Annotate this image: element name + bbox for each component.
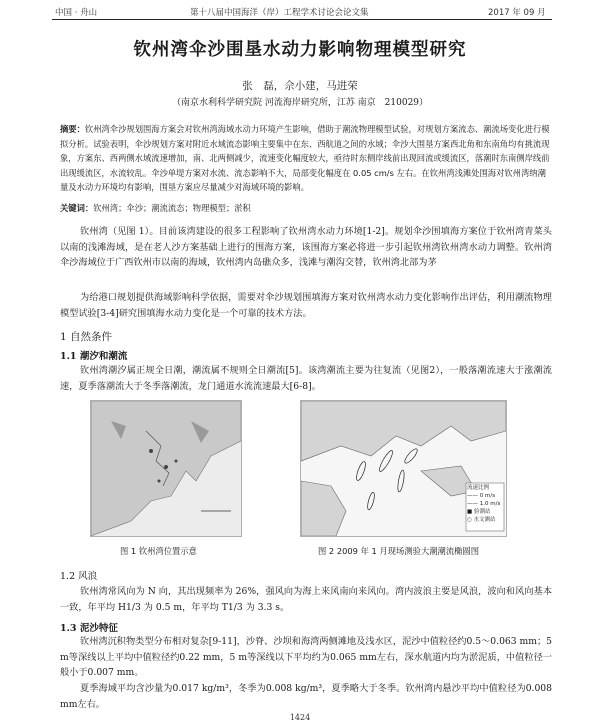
sediment-paragraph-1: 钦州湾沉积物类型分布相对复杂[9-11]，沙脊、沙坝和海湾两侧滩地及浅水区，泥沙中值粒径约0.5～0.063 mm；5 m等深线以上平均中值粒径约0.22 mm，5 m等深线以下平均约为0.065 mm左右，深水航道内均为淤泥质，中值粒径一般小于0.007 mm。 xyxy=(60,636,552,678)
abstract-text: 钦州湾伞沙规划围海方案会对钦州湾海域水动力环境产生影响，借助于潮流物理模型试验，对规划方案流态、潮流场变化进行模拟分析。试验表明，伞沙规划方案对附近水域流态影响主要集中在东、西航道之间的水域；伞沙大围垦方案西北角和东南角均有挑流现象，方案东、西两侧水域流速增加，南、北两侧减少，流速变化幅度较大，亟待时东侧岸线前出现回流或缓流区，落潮时东南侧岸线前出现缓流区，水流较乱。伞沙单堤方案对水流、流态影响不大，局部变化幅度在 0.05 cm/s 左右。在钦州湾浅滩处围海对钦州湾纳潮量及水动力环境均有影响，围垦方案应尽量减少对海域环境的影响。 xyxy=(60,124,550,192)
tide-paragraph: 钦州湾潮汐属正规全日潮，潮流属不规则全日潮流[5]。该湾潮流主要为往复流（见图2），一般落潮流速大于涨潮流速，夏季落潮流大于冬季落潮流，龙门通道水流流速最大[6-8]。 xyxy=(60,365,552,392)
legend-item: —— 0 m/s xyxy=(467,493,496,499)
subsection-heading: 1.3 泥沙特征 xyxy=(60,623,118,634)
figure-2-caption: 图 2 2009 年 1 月现场测验大潮潮流椭圆图 xyxy=(318,546,480,556)
legend-item: —— 1.0 m/s xyxy=(467,501,501,507)
intro-paragraph-1: 钦州湾（见图 1）。目前该湾建设的很多工程影响了钦州湾水动力环境[1-2]。规划伞沙围填海方案位于钦州湾青菜头以南的浅滩海域，是在老人沙方案基础上进行的围海方案，该围海方案必将进一步引起钦州湾钦州湾水动力调整。钦州湾伞沙海域位于广西钦州市以南的海域，钦州湾内岛礁众多，浅滩与潮沟交替，钦州湾北部为茅 xyxy=(60,226,552,268)
page-number: 1424 xyxy=(289,713,311,722)
header-right: 2017 年 09 月 xyxy=(488,8,546,18)
legend-item: ○ 水文测站 xyxy=(467,517,496,523)
intro-paragraph-2: 为给港口规划提供海域影响科学依据，需要对伞沙规划围填海方案对钦州湾水动力变化影响作出评估，利用潮流物理模型试验[3-4]研究围填海水动力变化是一个可靠的技术方法。 xyxy=(60,292,552,319)
affiliation: （南京水利科学研究院 河流海岸研究所，江苏 南京 210029） xyxy=(171,98,429,108)
header-center: 第十八届中国海洋（岸）工程学术讨论会论文集 xyxy=(190,8,369,18)
abstract xyxy=(60,122,550,195)
abstract-label: 摘要： xyxy=(60,124,85,134)
keywords xyxy=(60,202,550,214)
figure-1-caption: 图 1 钦州湾位置示意 xyxy=(120,546,197,556)
keywords-text: 钦州湾；伞沙；潮流流态；物理模型；淤积 xyxy=(93,203,251,213)
section-heading: 1 自然条件 xyxy=(60,331,113,343)
subsection-heading: 1.2 风浪 xyxy=(60,571,98,582)
wind-wave-paragraph: 钦州湾常风向为 N 向，其出现频率为 26%，强风向为海上来风南向来风向。湾内波浪主要是风浪，波向和风向基本一致，年平均 H1/3 为 0.5 m，年平均 T1/3 为 3.3 s。 xyxy=(60,586,552,613)
figure-2-legend xyxy=(467,484,504,524)
legend-title: 流速比例 xyxy=(467,485,490,491)
sediment-paragraph-2: 夏季海域平均含沙量为0.017 kg/m³，冬季为0.008 kg/m³，夏季略大于冬季。钦州湾内悬沙平均中值粒径为0.008 mm左右。 xyxy=(60,683,552,710)
legend-item: ■ 验潮站 xyxy=(467,509,491,515)
authors: 张 磊，佘小建，马进荣 xyxy=(242,80,358,92)
keywords-label: 关键词： xyxy=(60,203,94,213)
location-map-image xyxy=(91,401,241,536)
header-left: 中国 · 舟山 xyxy=(55,8,98,18)
subsection-heading: 1.1 潮汐和潮流 xyxy=(60,351,128,362)
figure-2-map xyxy=(300,400,507,537)
paper-title: 钦州湾伞沙围垦水动力影响物理模型研究 xyxy=(133,40,467,60)
figure-1-map xyxy=(90,400,242,537)
header-rule xyxy=(52,19,552,20)
